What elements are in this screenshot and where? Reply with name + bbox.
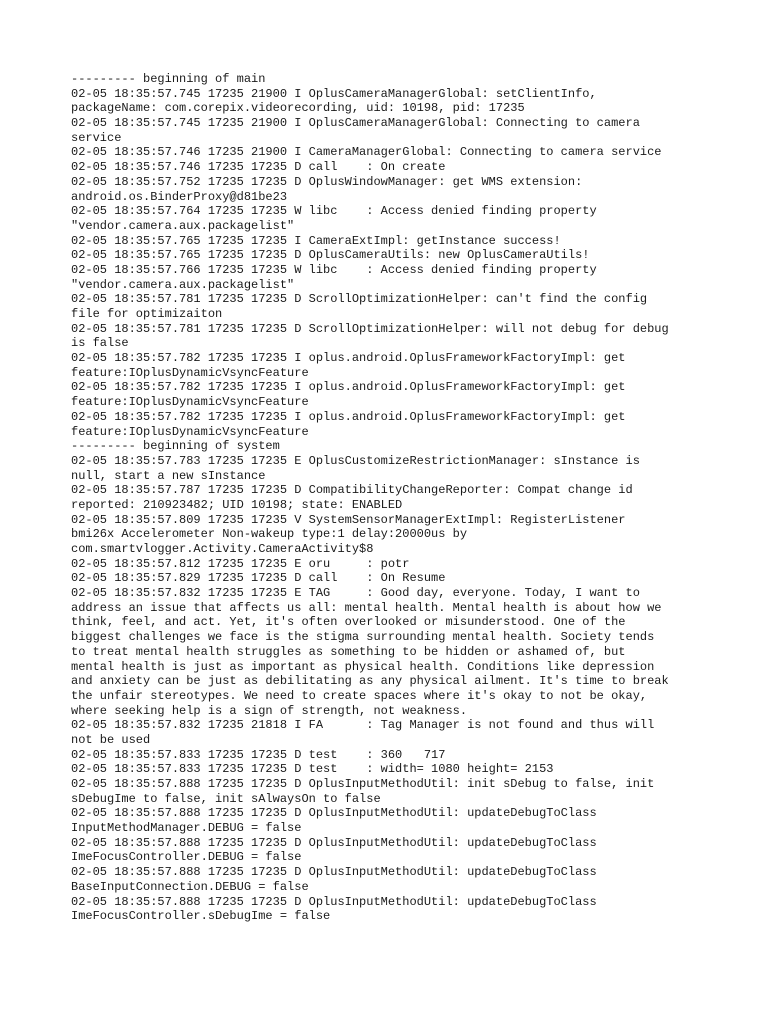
log-line: sDebugIme to false, init sAlwaysOn to false	[71, 791, 381, 806]
log-line: InputMethodManager.DEBUG = false	[71, 821, 302, 836]
log-line: 02-05 18:35:57.888 17235 17235 D OplusInputMethodUtil: updateDebugToClass	[71, 806, 597, 821]
log-line: 02-05 18:35:57.745 17235 21900 I OplusCameraManagerGlobal: Connecting to camera	[71, 116, 640, 131]
log-line: 02-05 18:35:57.746 17235 21900 I CameraManagerGlobal: Connecting to camera service	[71, 145, 662, 160]
log-line: --------- beginning of main	[71, 72, 266, 86]
log-line: to treat mental health struggles as something to be hidden or ashamed of, but	[71, 644, 626, 659]
log-line: 02-05 18:35:57.888 17235 17235 D OplusInputMethodUtil: updateDebugToClass	[71, 894, 597, 909]
log-line: 02-05 18:35:57.752 17235 17235 D OplusWindowManager: get WMS extension:	[71, 174, 583, 189]
log-line: packageName: com.corepix.videorecording, uid: 10198, pid: 17235	[71, 101, 525, 116]
log-line: address an issue that affects us all: mental health. Mental health is about how we	[71, 600, 662, 615]
log-line: reported: 210923482; UID 10198; state: ENABLED	[71, 497, 403, 512]
log-line: "vendor.camera.aux.packagelist"	[71, 218, 295, 233]
log-line: feature:IOplusDynamicVsyncFeature	[71, 365, 309, 380]
log-line: 02-05 18:35:57.809 17235 17235 V SystemSensorManagerExtImpl: RegisterListener	[71, 512, 626, 527]
log-line: 02-05 18:35:57.782 17235 17235 I oplus.android.OplusFrameworkFactoryImpl: get	[71, 351, 626, 366]
log-line: 02-05 18:35:57.888 17235 17235 D OplusInputMethodUtil: init sDebug to false, init	[71, 777, 655, 791]
log-line: 02-05 18:35:57.765 17235 17235 D OplusCameraUtils: new OplusCameraUtils!	[71, 248, 590, 263]
log-line: think, feel, and act. Yet, it's often overlooked or misunderstood. One of the	[71, 615, 626, 630]
log-line: feature:IOplusDynamicVsyncFeature	[71, 395, 309, 410]
log-line: 02-05 18:35:57.781 17235 17235 D ScrollOptimizationHelper: can't find the config	[71, 292, 648, 307]
log-line: "vendor.camera.aux.packagelist"	[71, 277, 295, 292]
log-line: 02-05 18:35:57.829 17235 17235 D call : On Resume	[71, 571, 446, 586]
log-line: 02-05 18:35:57.765 17235 17235 I CameraExtImpl: getInstance success!	[71, 233, 561, 248]
log-line: 02-05 18:35:57.833 17235 17235 D test : width= 1080 height= 2153	[71, 762, 554, 777]
log-line: feature:IOplusDynamicVsyncFeature	[71, 424, 309, 439]
log-line: and anxiety can be just as debilitating as any physical ailment. It's time to break	[71, 674, 669, 689]
log-line: com.smartvlogger.Activity.CameraActivity$8	[71, 542, 374, 556]
log-line: the unfair stereotypes. We need to create spaces where it's okay to not be okay,	[71, 688, 648, 703]
log-line: null, start a new sInstance	[71, 468, 266, 483]
log-line: 02-05 18:35:57.832 17235 17235 E TAG : Good day, everyone. Today, I want to	[71, 586, 640, 601]
log-line: service	[71, 130, 122, 145]
log-line: mental health is just as important as physical health. Conditions like depression	[71, 659, 655, 674]
log-line: 02-05 18:35:57.888 17235 17235 D OplusInputMethodUtil: updateDebugToClass	[71, 835, 597, 850]
log-text-block	[71, 72, 711, 924]
log-line: ImeFocusController.DEBUG = false	[71, 850, 302, 865]
log-line: where seeking help is a sign of strength, not weakness.	[71, 703, 468, 718]
log-line: is false	[71, 336, 129, 351]
log-line: 02-05 18:35:57.764 17235 17235 W libc : Access denied finding property	[71, 204, 597, 219]
log-line: --------- beginning of system	[71, 439, 280, 454]
log-line: bmi26x Accelerometer Non-wakeup type:1 delay:20000us by	[71, 527, 468, 542]
log-line: biggest challenges we face is the stigma surrounding mental health. Society tends	[71, 630, 655, 645]
log-line: 02-05 18:35:57.766 17235 17235 W libc : Access denied finding property	[71, 262, 597, 277]
log-line: 02-05 18:35:57.782 17235 17235 I oplus.android.OplusFrameworkFactoryImpl: get	[71, 380, 626, 395]
log-line: 02-05 18:35:57.833 17235 17235 D test : 360 717	[71, 747, 446, 762]
log-line: 02-05 18:35:57.783 17235 17235 E OplusCustomizeRestrictionManager: sInstance is	[71, 453, 640, 468]
log-line: 02-05 18:35:57.832 17235 21818 I FA : Tag Manager is not found and thus will	[71, 718, 655, 733]
log-line: 02-05 18:35:57.782 17235 17235 I oplus.android.OplusFrameworkFactoryImpl: get	[71, 409, 626, 424]
log-line: 02-05 18:35:57.787 17235 17235 D CompatibilityChangeReporter: Compat change id	[71, 483, 633, 498]
log-line: 02-05 18:35:57.746 17235 17235 D call : On create	[71, 160, 446, 175]
log-line: 02-05 18:35:57.745 17235 21900 I OplusCameraManagerGlobal: setClientInfo,	[71, 86, 597, 101]
log-line: BaseInputConnection.DEBUG = false	[71, 879, 309, 894]
log-line: 02-05 18:35:57.812 17235 17235 E oru : potr	[71, 556, 410, 571]
log-line: 02-05 18:35:57.888 17235 17235 D OplusInputMethodUtil: updateDebugToClass	[71, 865, 597, 880]
log-line: not be used	[71, 732, 151, 747]
log-line: 02-05 18:35:57.781 17235 17235 D ScrollOptimizationHelper: will not debug for debug	[71, 321, 669, 336]
log-line: android.os.BinderProxy@d81be23	[71, 189, 288, 204]
log-line: ImeFocusController.sDebugIme = false	[71, 909, 331, 924]
log-line: file for optimizaiton	[71, 307, 223, 321]
